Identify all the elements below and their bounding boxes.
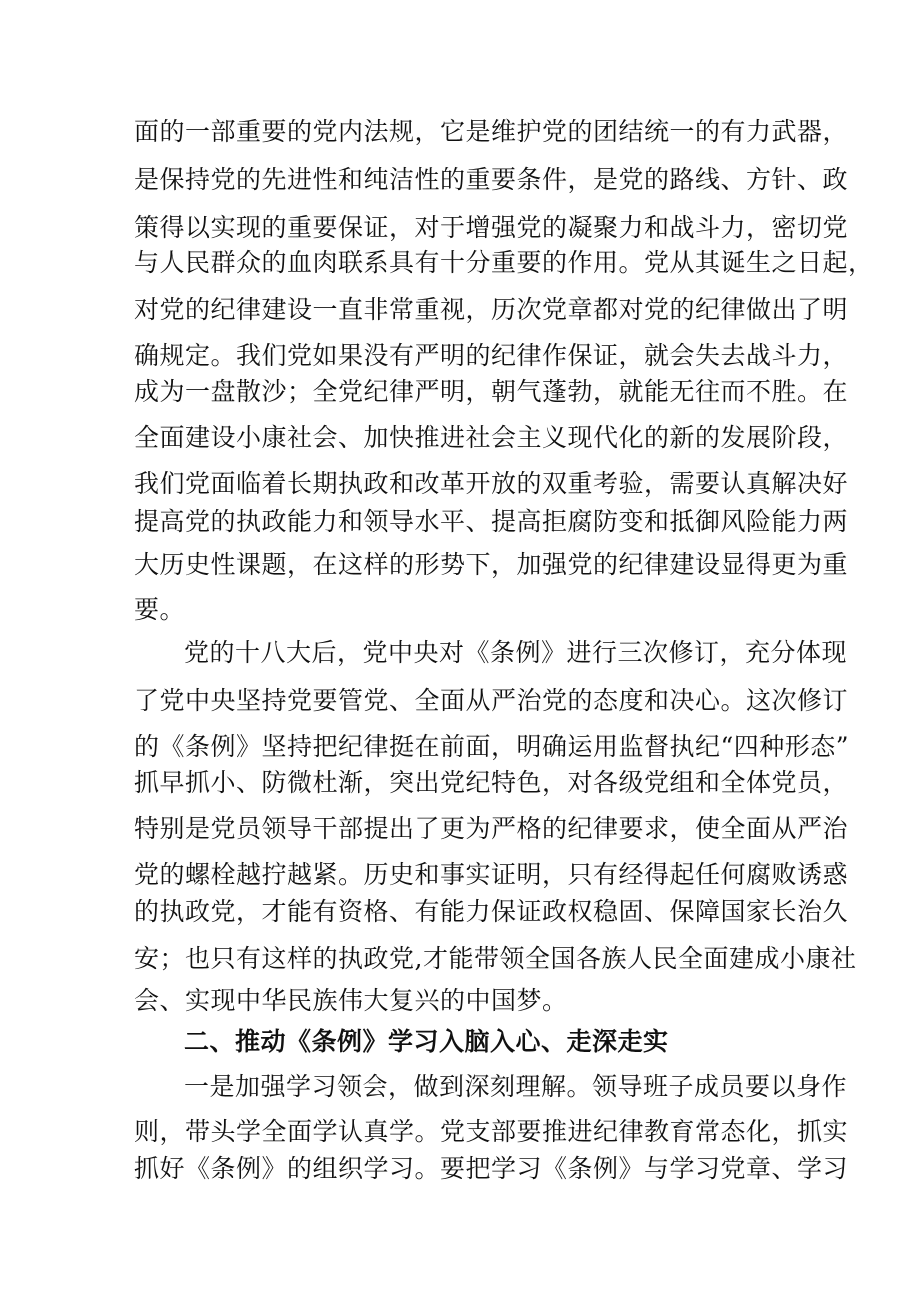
paragraph-1-line-12: 要。 xyxy=(134,595,186,624)
paragraph-1-line-9: 我们党面临着长期执政和改革开放的双重考验，需要认真解决好 xyxy=(134,469,849,498)
paragraph-1-line-10: 提高党的执政能力和领导水平、提高拒腐防变和抵御风险能力两 xyxy=(134,507,849,536)
paragraph-2-line-2: 了党中央坚持党要管党、全面从严治党的态度和决心。这次修订 xyxy=(134,686,849,715)
paragraph-3-line-2: 则，带头学全面学认真学。党支部要推进纪律教育常态化，抓实 xyxy=(134,1117,849,1146)
paragraph-1-line-6: 确规定。我们党如果没有严明的纪律作保证，就会失去战斗力， xyxy=(134,341,849,370)
paragraph-2-line-8: 安；也只有这样的执政党,才能带领全国各族人民全面建成小康社 xyxy=(134,944,857,973)
paragraph-1-line-2: 是保持党的先进性和纯洁性的重要条件，是党的路线、方针、政 xyxy=(134,165,849,194)
paragraph-2-line-5: 特别是党员领导干部提出了更为严格的纪律要求，使全面从严治 xyxy=(134,814,849,843)
paragraph-1-line-1: 面的一部重要的党内法规，它是维护党的团结统一的有力武器， xyxy=(134,117,849,146)
paragraph-2-line-6: 党的螺栓越拧越紧。历史和事实证明，只有经得起任何腐败诱惑 xyxy=(134,860,849,889)
paragraph-2-line-1: 党的十八大后，党中央对《条例》进行三次修订，充分体现 xyxy=(184,638,848,667)
paragraph-3-line-3: 抓好《条例》的组织学习。要把学习《条例》与学习党章、学习 xyxy=(134,1154,849,1183)
paragraph-1-line-3: 策得以实现的重要保证，对于增强党的凝聚力和战斗力，密切党 xyxy=(134,213,849,242)
paragraph-3-line-1: 一是加强学习领会，做到深刻理解。领导班子成员要以身作 xyxy=(184,1072,848,1101)
paragraph-1-line-8: 全面建设小康社会、加快推进社会主义现代化的新的发展阶段， xyxy=(134,423,849,452)
paragraph-2-line-3: 的《条例》坚持把纪律挺在前面，明确运用监督执纪“四种形态” xyxy=(134,732,850,761)
paragraph-1-line-4: 与人民群众的血肉联系具有十分重要的作用。党从其诞生之日起， xyxy=(134,248,874,277)
paragraph-2-line-4: 抓早抓小、防微杜渐，突出党纪特色，对各级党组和全体党员， xyxy=(134,768,849,797)
paragraph-2-line-9: 会、实现中华民族伟大复兴的中国梦。 xyxy=(134,986,568,1015)
paragraph-1-line-5: 对党的纪律建设一直非常重视，历次党章都对党的纪律做出了明 xyxy=(134,295,849,324)
paragraph-1-line-7: 成为一盘散沙；全党纪律严明，朝气蓬勃，就能无往而不胜。在 xyxy=(134,377,849,406)
section-heading: 二、推动《条例》学习入脑入心、走深走实 xyxy=(184,1027,669,1056)
paragraph-2-line-7: 的执政党，才能有资格、有能力保证政权稳固、保障国家长治久 xyxy=(134,897,849,926)
paragraph-1-line-11: 大历史性课题，在这样的形势下，加强党的纪律建设显得更为重 xyxy=(134,550,849,579)
